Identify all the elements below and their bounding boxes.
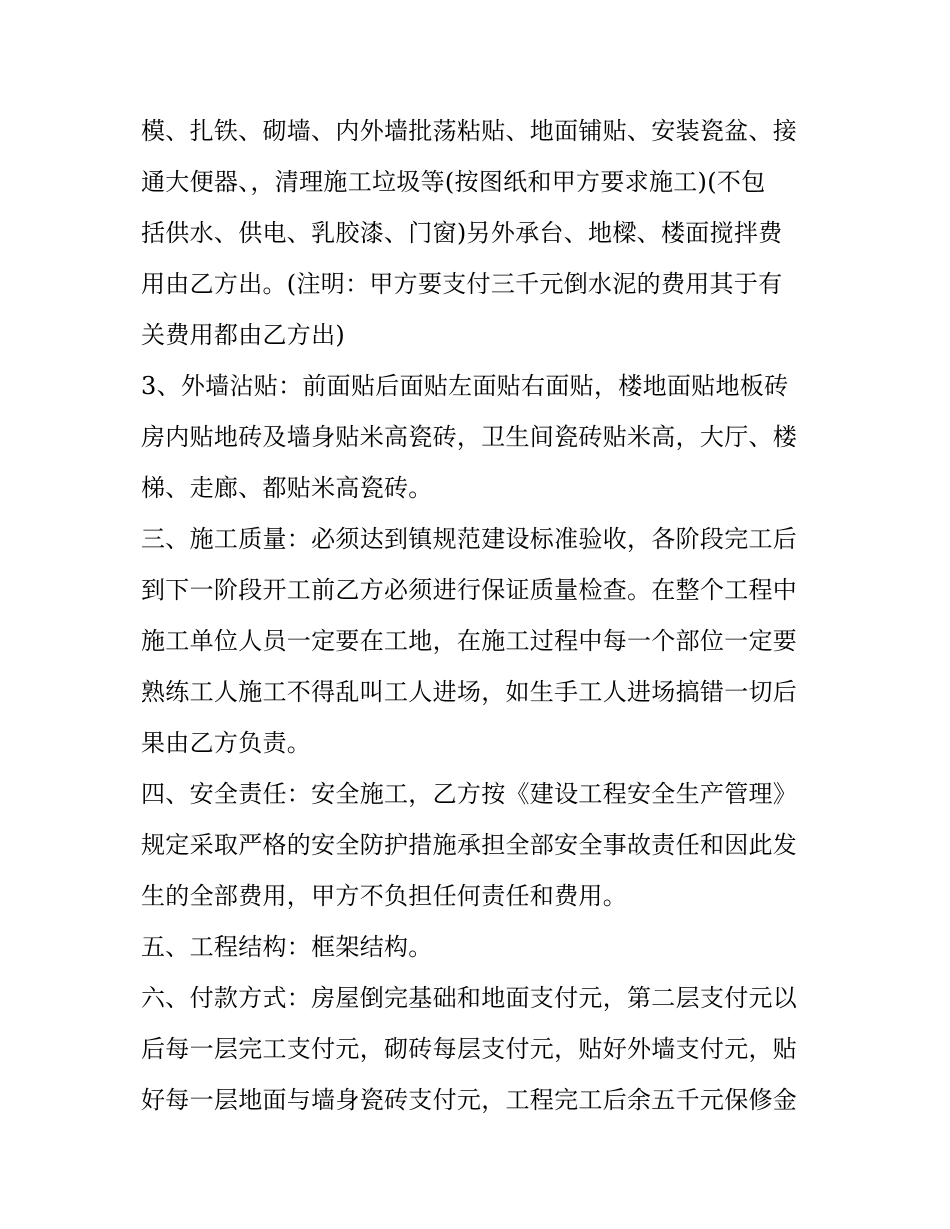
text-line: 熟练工人施工不得乱叫工人进场，如生手工人进场搞错一切后 [141, 678, 798, 706]
section-3-exterior-tiling: 3、外墙沾贴：前面贴后面贴左面贴右面贴，楼地面贴地板砖 [141, 372, 789, 400]
text-line: 模、扎铁、砌墙、内外墙批荡粘贴、地面铺贴、安装瓷盆、接 [141, 117, 798, 145]
text-line: 通大便器、，清理施工垃圾等(按图纸和甲方要求施工)(不包 [141, 168, 766, 196]
text-line: 施工单位人员一定要在工地，在施工过程中每一个部位一定要 [141, 627, 798, 655]
section-construction-quality: 三、施工质量：必须达到镇规范建设标准验收，各阶段完工后 [141, 525, 798, 553]
text-line: 好每一层地面与墙身瓷砖支付元，工程完工后余五千元保修金 [141, 1086, 798, 1114]
text-line: 生的全部费用，甲方不负担任何责任和费用。 [141, 882, 627, 910]
text-line: 用由乙方出。(注明：甲方要支付三千元倒水泥的费用其于有 [141, 270, 783, 298]
text-line: 括供水、供电、乳胶漆、门窗)另外承台、地樑、楼面搅拌费 [141, 219, 783, 247]
text-line: 后每一层完工支付元，砌砖每层支付元，贴好外墙支付元，贴 [141, 1035, 798, 1063]
section-project-structure: 五、工程结构：框架结构。 [141, 933, 433, 961]
contract-text-body [141, 106, 821, 1126]
text-line: 规定采取严格的安全防护措施承担全部安全事故责任和因此发 [141, 831, 798, 859]
section-payment-method: 六、付款方式：房屋倒完基础和地面支付元，第二层支付元以 [141, 984, 798, 1012]
section-safety-responsibility: 四、安全责任：安全施工，乙方按《建设工程安全生产管理》 [141, 780, 798, 808]
text-line: 关费用都由乙方出) [141, 321, 346, 349]
text-line: 梯、走廊、都贴米高瓷砖。 [141, 474, 433, 502]
text-line: 房内贴地砖及墙身贴米高瓷砖，卫生间瓷砖贴米高，大厅、楼 [141, 423, 798, 451]
text-line: 到下一阶段开工前乙方必须进行保证质量检查。在整个工程中 [141, 576, 798, 604]
text-line: 果由乙方负责。 [141, 729, 312, 757]
